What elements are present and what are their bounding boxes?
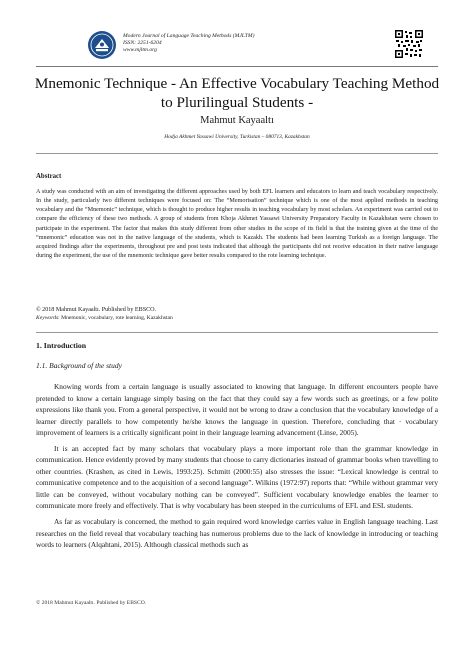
keywords-values: : Mnemonic, vocabulary, rote learning, Kazakhstan	[58, 315, 173, 321]
abstract-top-divider	[36, 153, 438, 154]
paragraph: It is an accepted fact by many scholars that vocabulary plays a more important role than the grammar knowledge in communication. Hence evidently proved by many students that choose to carry dictionaries instead of grammar books when travelling to other countries. (Krashen, as cited in Lewis, 1993:25). Schmitt (2000:55) also stresses the issue: “Lexical knowledge is central to communicative competence and to the acquisition of a second language”. Wilkins (1972:97) reports that: “While without grammar very little can be conveyed, without vocabulary nothing can be conveyed”. Sufficient vocabulary knowledge enables the learner to communicate more freely and effectively. That is why vocabulary has been steeped in the curriculums of EFL and ESL students.	[36, 443, 438, 511]
abstract-copyright: © 2018 Mahmut Kayaaltı. Published by EBSCO.	[36, 307, 157, 313]
abstract-text: A study was conducted with an aim of investigating the different approaches used by both EFL learners and educators to learn and teach vocabulary respectively. In the study, particularly two different techniques were focused on: The “Memorisation” technique which is one of the most applied methods in teaching vocabulary and the “Mnemonic” technique, which is thought to produce higher results in teaching vocabulary by most scholars. An experiment was carried out to compare the efficiency of these two methods. A group of students from Khoja Akhmet Yassawi University Preparatory Faculty in Kazakhstan were chosen to participate in the experiment. The factor that makes this study different from other studies in the scope of its field is that the training given at the time of the “mnemonic” education was not in the native language of the students, which is Kazakh. The students had been learning Turkish as a foreign language. The acquired findings after the experiments, throughout pre and post tests indicated that although the participants did not receive education in their native language during the experiment, the use of the mnemonic technique gave better results compared to the rote learning technique.	[36, 189, 438, 260]
journal-website: www.mjltm.org	[123, 47, 157, 53]
page-footer: © 2018 Mahmut Kayaaltı. Published by EBSCO.	[36, 600, 147, 606]
subsection-heading: 1.1. Background of the study	[36, 361, 122, 370]
qr-code-icon	[395, 30, 423, 58]
keywords-line	[36, 315, 173, 321]
journal-issn: ISSN: 2251-6204	[123, 40, 162, 46]
title-line-2: to Plurilingual Students -	[160, 94, 314, 111]
abstract-heading: Abstract	[36, 173, 62, 180]
paragraph: Knowing words from a certain language is usually associated to knowing that language. In different encounters people have pretended to know a certain language simply basing on the fact that they could say a few words such as greetings, or a few polite expressions like thank you. From a general perspective, it would not be wrong to draw a conclusion that the vocabulary knowledge of a learner directly parallels to how competently he/she knows the language in question. Therefore, concluding that · vocabulary improvement of learners is a critically significant point in their language learning advancement (Linse, 2005).	[36, 382, 438, 438]
section-heading: 1. Introduction	[36, 341, 87, 350]
author-affiliation: Hodja Akhmet Yassawi University, Turkistan – 080713, Kazakhstan	[164, 134, 310, 140]
journal-name: Modern Journal of Language Teaching Methods (MJLTM)	[123, 33, 255, 39]
paper-title	[20, 74, 454, 112]
journal-info	[123, 33, 254, 54]
title-line-1: Mnemonic Technique - An Effective Vocabulary Teaching Method	[34, 75, 440, 92]
keywords-label: Keywords	[36, 315, 59, 321]
author-name: Mahmut Kayaaltı	[200, 115, 274, 126]
paragraph: As far as vocabulary is concerned, the method to gain required word knowledge carries value in English language teaching. Last researches on the field reveal that vocabulary teaching has numerous problems due to the lack of knowledge in introducing or teaching words to learners (Alqahtani, 2015). Although classical methods such as	[36, 517, 438, 550]
abstract-bottom-divider	[36, 332, 438, 333]
body-text	[36, 381, 438, 555]
header-divider	[36, 66, 438, 67]
journal-logo-icon	[87, 30, 117, 60]
